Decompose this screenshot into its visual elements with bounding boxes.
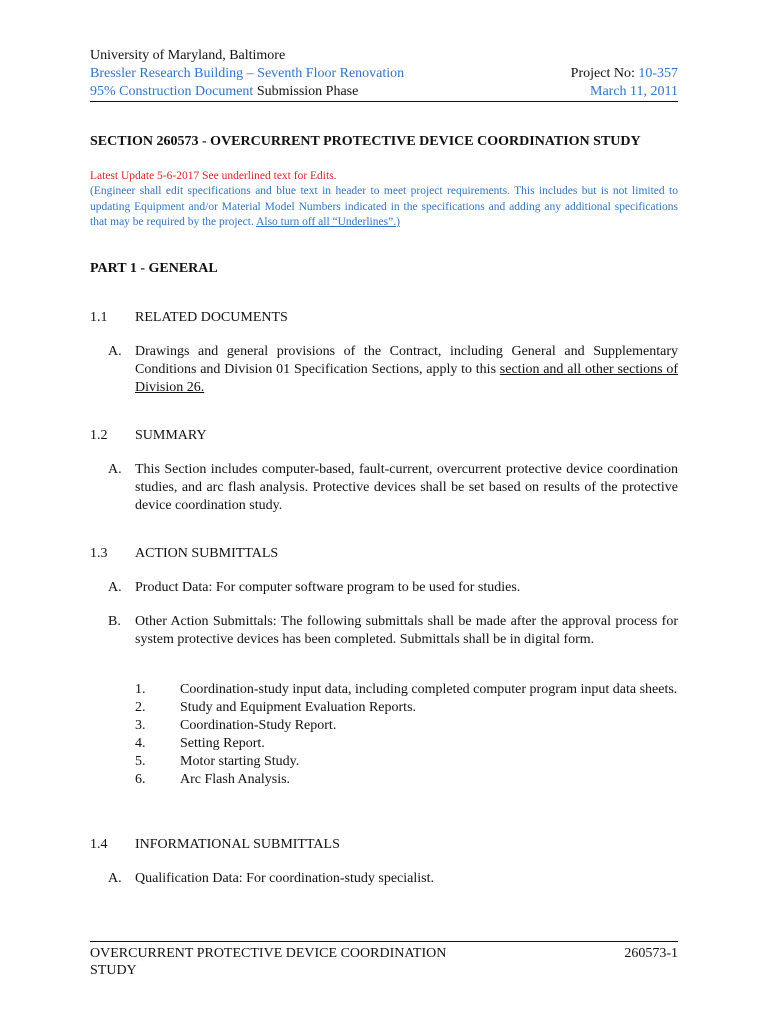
- list-item: [135, 753, 678, 771]
- header-line-3: [90, 83, 678, 101]
- list-item-text: Coordination-Study Report.: [180, 718, 337, 733]
- project-number: 10-357: [638, 66, 678, 81]
- footer-page-number: 260573-1: [624, 946, 678, 961]
- list-item-number: 4.: [135, 736, 146, 751]
- project-number-block: [571, 65, 678, 83]
- building-name: Bressler Research Building – Seventh Floor Renovation: [90, 66, 405, 81]
- footer-title: OVERCURRENT PROTECTIVE DEVICE COORDINATION STUDY: [90, 946, 447, 978]
- section-1-4-number: 1.4: [90, 837, 108, 852]
- para-1-3-b-label: B.: [108, 614, 121, 629]
- list-item-text: Setting Report.: [180, 736, 265, 751]
- section-title: SECTION 260573 - OVERCURRENT PROTECTIVE DEVICE COORDINATION STUDY: [90, 134, 641, 149]
- list-item-number: 5.: [135, 754, 146, 769]
- list-item-number: 1.: [135, 682, 146, 697]
- para-1-1-a-label: A.: [108, 344, 122, 359]
- list-item-number: 3.: [135, 718, 146, 733]
- engineer-note-underlined: Also turn off all “Underlines”.): [256, 216, 400, 228]
- section-1-2-title: SUMMARY: [135, 428, 207, 443]
- list-item: [135, 699, 678, 717]
- list-item: [135, 771, 678, 789]
- list-item-text: Study and Equipment Evaluation Reports.: [180, 700, 417, 715]
- phase-submission: Submission Phase: [253, 84, 359, 99]
- para-1-1-a-text: Drawings and general provisions of the Contract, including General and Supplementary Conditions and Division 01 Specification Sections, apply to this: [135, 344, 678, 377]
- para-1-3-a: Product Data: For computer software program to be used for studies.: [135, 580, 521, 595]
- engineer-note-text: (Engineer shall edit specifications and blue text in header to meet project requirements. This includes but is not limited to updating Equipment and/or Material Model Numbers indicated in the specifications and adding any additional specifications that may be required by the project.: [90, 185, 678, 228]
- list-item: [135, 681, 678, 699]
- para-1-4-a-label: A.: [108, 871, 122, 886]
- list-item-text: Arc Flash Analysis.: [180, 772, 291, 787]
- list-item-number: 2.: [135, 700, 146, 715]
- header-university: [90, 47, 678, 65]
- para-1-2-a: This Section includes computer-based, fault-current, overcurrent protective device coordination studies, and arc flash analysis. Protective devices shall be set based on results of the protective device coordination study.: [135, 462, 678, 513]
- para-1-1-a: [135, 343, 678, 397]
- para-1-3-b: Other Action Submittals: The following submittals shall be made after the approval process for system protective devices has been completed. Submittals shall be in digital form.: [135, 614, 678, 647]
- section-1-4-title: INFORMATIONAL SUBMITTALS: [135, 837, 340, 852]
- section-1-3-title: ACTION SUBMITTALS: [135, 546, 279, 561]
- para-1-4-a: Qualification Data: For coordination-study specialist.: [135, 871, 434, 886]
- para-1-3-a-label: A.: [108, 580, 122, 595]
- part-1-title: PART 1 - GENERAL: [90, 261, 218, 276]
- section-1-3-number: 1.3: [90, 546, 108, 561]
- list-item-number: 6.: [135, 772, 146, 787]
- list-item-text: Motor starting Study.: [180, 754, 300, 769]
- section-1-2-number: 1.2: [90, 428, 108, 443]
- header-date: March 11, 2011: [590, 84, 678, 99]
- phase-document: 95% Construction Document: [90, 84, 254, 99]
- engineer-note: [90, 184, 678, 231]
- section-1-1-number: 1.1: [90, 310, 108, 325]
- header-line-2: [90, 65, 678, 83]
- submittals-list: [135, 681, 678, 789]
- para-1-2-a-label: A.: [108, 462, 122, 477]
- project-label: Project No:: [570, 66, 639, 81]
- list-item: [135, 735, 678, 753]
- update-note: Latest Update 5-6-2017 See underlined text for Edits.: [90, 170, 337, 182]
- university-name: University of Maryland, Baltimore: [90, 48, 286, 63]
- list-item-text: Coordination-study input data, including completed computer program input data sheets.: [180, 682, 678, 697]
- footer-rule: [90, 941, 678, 942]
- section-1-1-title: RELATED DOCUMENTS: [135, 310, 288, 325]
- header-rule: [90, 101, 678, 102]
- para-1-1-a-underlined: section and all other sections of Division 26.: [135, 362, 679, 395]
- list-item: [135, 717, 678, 735]
